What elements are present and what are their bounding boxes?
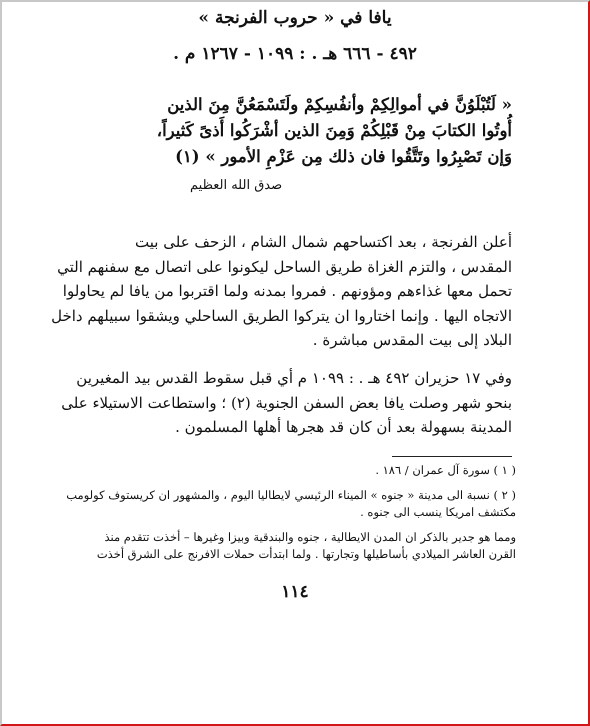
- quote-line: « لَتُبْلَوُنَّ في أموالِكِمْ وأنفُسِكِمْ ولَتَسْمَعُنَّ مِنَ الذين: [167, 95, 512, 114]
- body-paragraph-1: [51, 230, 512, 353]
- date-range-line: ٤٩٢ - ٦٦٦ هـ . : ١٠٩٩ - ١٢٦٧ م .: [173, 44, 417, 64]
- body-paragraph-2: [61, 366, 512, 440]
- text-line: وفي ١٧ حزيران ٤٩٢ هـ . : ١٠٩٩ م أي قبل سقوط القدس بيد المغيرين: [76, 369, 512, 387]
- quote-line: أُوتُوا الكتابَ مِنْ قَبْلِكُمْ وَمِنَ الذين أشْرَكُوا أَذىً كَثيراً،: [156, 121, 512, 140]
- quote-line: وَإن تَصْبِرُوا وتَتَّقُوا فان ذلك مِن عَزْمِ الأمور » (١): [175, 147, 512, 166]
- page-number: ١١٤: [281, 582, 309, 602]
- text-line: تحمل معها غذاءهم ومؤونهم . فمروا بمدنه ولما اقتربوا من يافا لم يحاولوا: [62, 282, 512, 300]
- text-line: بنحو شهر وصلت يافا بعض السفن الجنوية (٢) ؛ واستطاعت الاستيلاء على: [61, 393, 512, 412]
- quote-attribution: صدق الله العظيم: [190, 178, 283, 193]
- running-head: يافا في « حروب الفرنجة »: [198, 8, 392, 28]
- footnotes: [66, 462, 516, 564]
- footnote-2-continued: مكتشف امريكا ينسب الى جنوه .: [360, 505, 516, 519]
- text-line: المدينة بسهولة بعد أن كان قد هجرها أهلها المسلمون .: [175, 418, 512, 436]
- text-line: الاتجاه اليها . وإنما اختاروا ان يتركوا الطريق الساحلي ويشقوا سبيلهم داخل: [51, 306, 512, 325]
- footnote-continuation: القرن العاشر الميلادي بأساطيلها وتجارتها . ولما ابتدأت حملات الافرنج على الشرق أخذت: [96, 547, 516, 561]
- footnote-1: ( ١ ) سورة آل عمران / ١٨٦ .: [375, 463, 516, 477]
- footnote-divider: [392, 456, 512, 457]
- footnote-continuation: ومما هو جدير بالذكر ان المدن الايطالية ، جنوه والبندقية وبيزا وغيرها – أخذت تتقدم منذ: [104, 529, 516, 544]
- text-line: المقدس ، والتزم الغزاة طريق الساحل ليكونوا على اتصال مع سفنهم التي: [57, 257, 512, 276]
- quran-quote: [78, 92, 512, 170]
- footnote-2: ( ٢ ) نسبة الى مدينة « جنوه » الميناء الرئيسي لايطاليا اليوم ، والمشهور ان كريستوف كولومب: [66, 487, 516, 502]
- page-header: [0, 6, 590, 66]
- text-line: أعلن الفرنجة ، بعد اكتساحهم شمال الشام ، الزحف على بيت: [135, 233, 512, 251]
- text-line: البلاد إلى بيت المقدس مباشرة .: [312, 331, 512, 349]
